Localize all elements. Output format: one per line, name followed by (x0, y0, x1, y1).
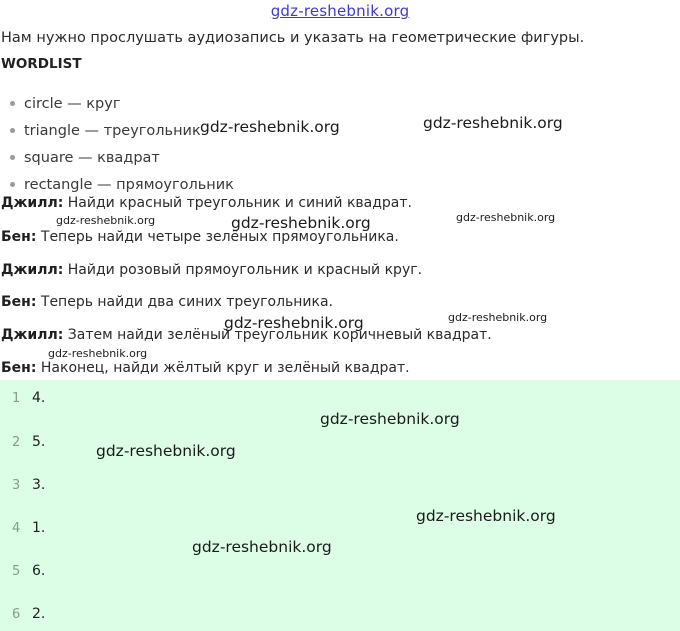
dialogue-line (1, 360, 410, 376)
dialogue-text: Теперь найди четыре зелёных прямоугольника. (36, 229, 399, 245)
speaker-name: Джилл: (1, 262, 64, 278)
watermark: gdz-reshebnik.org (423, 114, 563, 132)
watermark: gdz-reshebnik.org (456, 211, 556, 224)
wordlist-item-text: square — квадрат (24, 149, 160, 166)
answer-number: 5 (12, 563, 21, 579)
watermark: gdz-reshebnik.org (320, 410, 460, 428)
wordlist-item-text: triangle — треугольник (24, 122, 201, 139)
dialogue-text: Наконец, найди жёлтый круг и зелёный квадрат. (36, 360, 410, 376)
answer-value: 4. (32, 390, 46, 406)
watermark: gdz-reshebnik.org (56, 214, 156, 227)
watermark: gdz-reshebnik.org (224, 314, 364, 332)
watermark: gdz-reshebnik.org (448, 311, 548, 324)
answer-number: 1 (12, 390, 21, 406)
answer-value: 1. (32, 520, 46, 536)
wordlist-item (10, 144, 234, 171)
answer-row (0, 432, 45, 452)
answer-number: 2 (12, 434, 21, 450)
wordlist-item-text: rectangle — прямоугольник (24, 176, 234, 193)
answer-row (0, 604, 45, 624)
dialogue-text: Найди красный треугольник и синий квадрат. (63, 195, 412, 211)
watermark: gdz-reshebnik.org (231, 214, 371, 232)
answer-value: 5. (32, 434, 46, 450)
answer-value: 2. (32, 606, 46, 622)
wordlist-title: WORDLIST (1, 56, 82, 72)
speaker-name: Бен: (1, 360, 37, 376)
watermark: gdz-reshebnik.org (96, 442, 236, 460)
dialogue-line (1, 195, 412, 211)
watermark: gdz-reshebnik.org (200, 118, 340, 136)
dialogue-line (1, 294, 333, 310)
speaker-name: Джилл: (1, 195, 64, 211)
answer-number: 3 (12, 477, 21, 493)
dialogue-line (1, 262, 422, 278)
bullet-icon (10, 182, 15, 187)
answer-row (0, 518, 45, 538)
wordlist (10, 90, 234, 198)
answer-row (0, 388, 45, 408)
dialogue-text: Теперь найди два синих треугольника. (36, 294, 334, 310)
answer-value: 6. (32, 563, 46, 579)
intro-text: Нам нужно прослушать аудиозапись и указать на геометрические фигуры. (1, 30, 585, 46)
speaker-name: Джилл: (1, 327, 64, 343)
answer-value: 3. (32, 477, 46, 493)
answer-row (0, 475, 45, 495)
site-header-link[interactable]: gdz-reshebnik.org (270, 2, 410, 20)
answer-number: 4 (12, 520, 21, 536)
bullet-icon (10, 155, 15, 160)
bullet-icon (10, 128, 15, 133)
speaker-name: Бен: (1, 294, 37, 310)
dialogue-text: Затем найди зелёный треугольник коричневый квадрат. (63, 327, 492, 343)
answer-row (0, 561, 45, 581)
watermark: gdz-reshebnik.org (48, 347, 148, 360)
watermark: gdz-reshebnik.org (416, 507, 556, 525)
wordlist-item (10, 90, 234, 117)
wordlist-item (10, 171, 234, 198)
wordlist-item-text: circle — круг (24, 95, 121, 112)
bullet-icon (10, 101, 15, 106)
watermark: gdz-reshebnik.org (192, 538, 332, 556)
answer-number: 6 (12, 606, 21, 622)
dialogue-text: Найди розовый прямоугольник и красный круг. (63, 262, 423, 278)
speaker-name: Бен: (1, 229, 37, 245)
